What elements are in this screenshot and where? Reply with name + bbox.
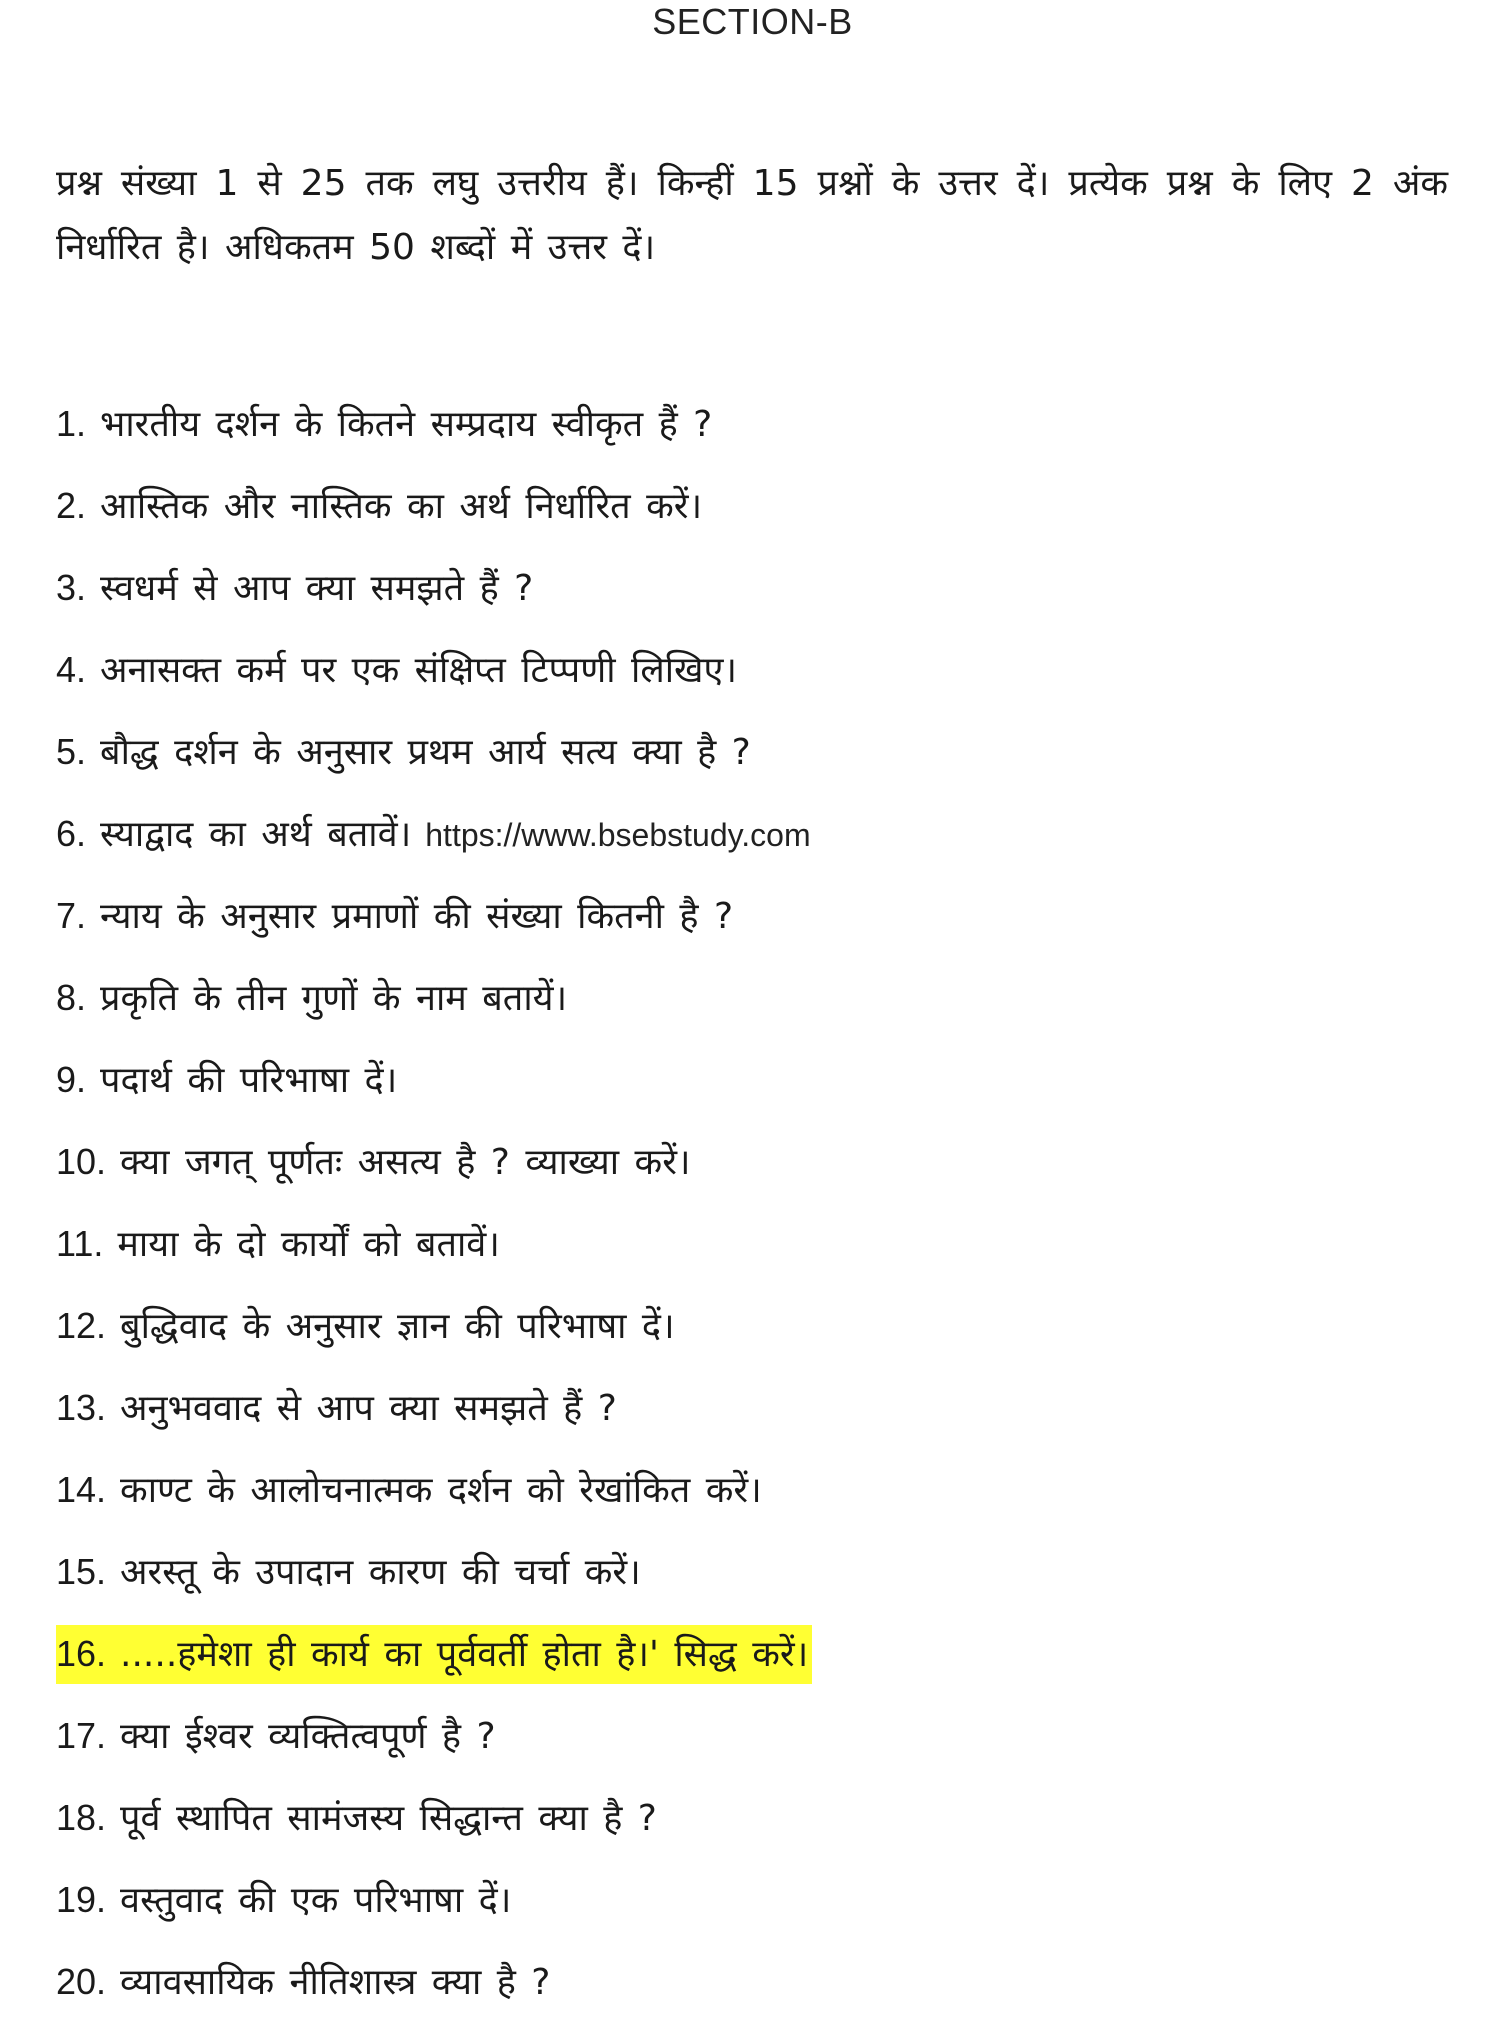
question-number: 11. <box>56 1222 104 1264</box>
question-list <box>56 382 1448 2022</box>
question-number: 7. <box>56 894 87 936</box>
question-text: अनासक्त कर्म पर एक संक्षिप्त टिप्पणी लिखिए। <box>100 649 738 691</box>
question-line <box>56 887 737 946</box>
question-item <box>56 1530 1448 1612</box>
question-item <box>56 1120 1448 1202</box>
section-title: SECTION-B <box>652 1 853 42</box>
question-number: 8. <box>56 976 87 1018</box>
question-number: 6. <box>56 812 87 854</box>
question-number: 19. <box>56 1878 107 1920</box>
highlighted-question-line <box>56 1625 812 1684</box>
question-item <box>56 382 1448 464</box>
question-item <box>56 1940 1448 2022</box>
question-number: 14. <box>56 1468 107 1510</box>
question-text: व्यावसायिक नीतिशास्त्र क्या है ? <box>120 1961 551 2003</box>
watermark-url: https://www.bsebstudy.com <box>425 816 811 853</box>
question-number: 9. <box>56 1058 87 1100</box>
question-text: .....हमेशा ही कार्य का पूर्ववर्ती होता है।' सिद्ध करें। <box>120 1633 809 1675</box>
question-item <box>56 1858 1448 1940</box>
question-text: क्या जगत् पूर्णतः असत्य है ? व्याख्या करें। <box>120 1141 691 1183</box>
question-line <box>56 1953 554 2012</box>
question-text: अरस्तू के उपादान कारण की चर्चा करें। <box>120 1551 641 1593</box>
question-number: 12. <box>56 1304 107 1346</box>
question-item <box>56 1038 1448 1120</box>
question-line <box>56 1379 621 1438</box>
question-item <box>56 1202 1448 1284</box>
question-item <box>56 710 1448 792</box>
question-text: प्रकृति के तीन गुणों के नाम बतायें। <box>100 977 568 1019</box>
question-number: 16. <box>56 1632 107 1674</box>
question-line <box>56 1461 766 1520</box>
question-number: 5. <box>56 730 87 772</box>
question-item <box>56 956 1448 1038</box>
question-item <box>56 1694 1448 1776</box>
question-text: अनुभववाद से आप क्या समझते हैं ? <box>120 1387 617 1429</box>
question-line <box>56 1871 515 1930</box>
question-number: 13. <box>56 1386 107 1428</box>
question-number: 1. <box>56 402 87 444</box>
instructions-paragraph: प्रश्न संख्या 1 से 25 तक लघु उत्तरीय हैं। किन्हीं 15 प्रश्नों के उत्तर दें। प्रत्येक प्रश्न के लिए 2 अंक निर्धारित है। अधिकतम 50 शब्दों में उत्तर दें। <box>56 163 1448 268</box>
question-number: 4. <box>56 648 87 690</box>
question-number: 15. <box>56 1550 107 1592</box>
question-item <box>56 464 1448 546</box>
question-item <box>56 792 1448 874</box>
question-number: 3. <box>56 566 87 608</box>
question-line <box>56 1215 504 1274</box>
question-number: 17. <box>56 1714 107 1756</box>
question-item-highlighted <box>56 1612 1448 1694</box>
question-number: 18. <box>56 1796 107 1838</box>
question-line <box>56 1297 679 1356</box>
question-item <box>56 874 1448 956</box>
question-item <box>56 1776 1448 1858</box>
question-text: काण्ट के आलोचनात्मक दर्शन को रेखांकित करें। <box>120 1469 762 1511</box>
question-item <box>56 546 1448 628</box>
question-text: वस्तुवाद की एक परिभाषा दें। <box>120 1879 512 1921</box>
question-line <box>56 641 741 700</box>
question-number: 2. <box>56 484 87 526</box>
question-text: भारतीय दर्शन के कितने सम्प्रदाय स्वीकृत हैं ? <box>100 403 713 445</box>
question-line <box>56 805 815 864</box>
question-item <box>56 1366 1448 1448</box>
question-text: पदार्थ की परिभाषा दें। <box>100 1059 398 1101</box>
question-text: न्याय के अनुसार प्रमाणों की संख्या कितनी है ? <box>100 895 734 937</box>
question-number: 10. <box>56 1140 107 1182</box>
question-line <box>56 1707 500 1766</box>
question-line <box>56 1789 661 1848</box>
question-text: बुद्धिवाद के अनुसार ज्ञान की परिभाषा दें। <box>120 1305 675 1347</box>
question-line <box>56 1133 695 1192</box>
question-text: पूर्व स्थापित सामंजस्य सिद्धान्त क्या है ? <box>120 1797 657 1839</box>
question-line <box>56 477 706 536</box>
question-line <box>56 969 571 1028</box>
question-text: आस्तिक और नास्तिक का अर्थ निर्धारित करें। <box>100 485 703 527</box>
question-text: स्याद्वाद का अर्थ बतावें। <box>100 813 412 855</box>
question-line <box>56 559 537 618</box>
question-text: स्वधर्म से आप क्या समझते हैं ? <box>100 567 534 609</box>
question-line <box>56 1543 645 1602</box>
question-text: माया के दो कार्यों को बतावें। <box>117 1223 500 1265</box>
question-item <box>56 1284 1448 1366</box>
question-item <box>56 628 1448 710</box>
question-item <box>56 1448 1448 1530</box>
question-text: क्या ईश्वर व्यक्तित्वपूर्ण है ? <box>120 1715 496 1757</box>
question-line <box>56 1051 401 1110</box>
question-number: 20. <box>56 1960 107 2002</box>
question-line <box>56 723 755 782</box>
question-line <box>56 395 716 454</box>
question-text: बौद्ध दर्शन के अनुसार प्रथम आर्य सत्य क्या है ? <box>100 731 751 773</box>
